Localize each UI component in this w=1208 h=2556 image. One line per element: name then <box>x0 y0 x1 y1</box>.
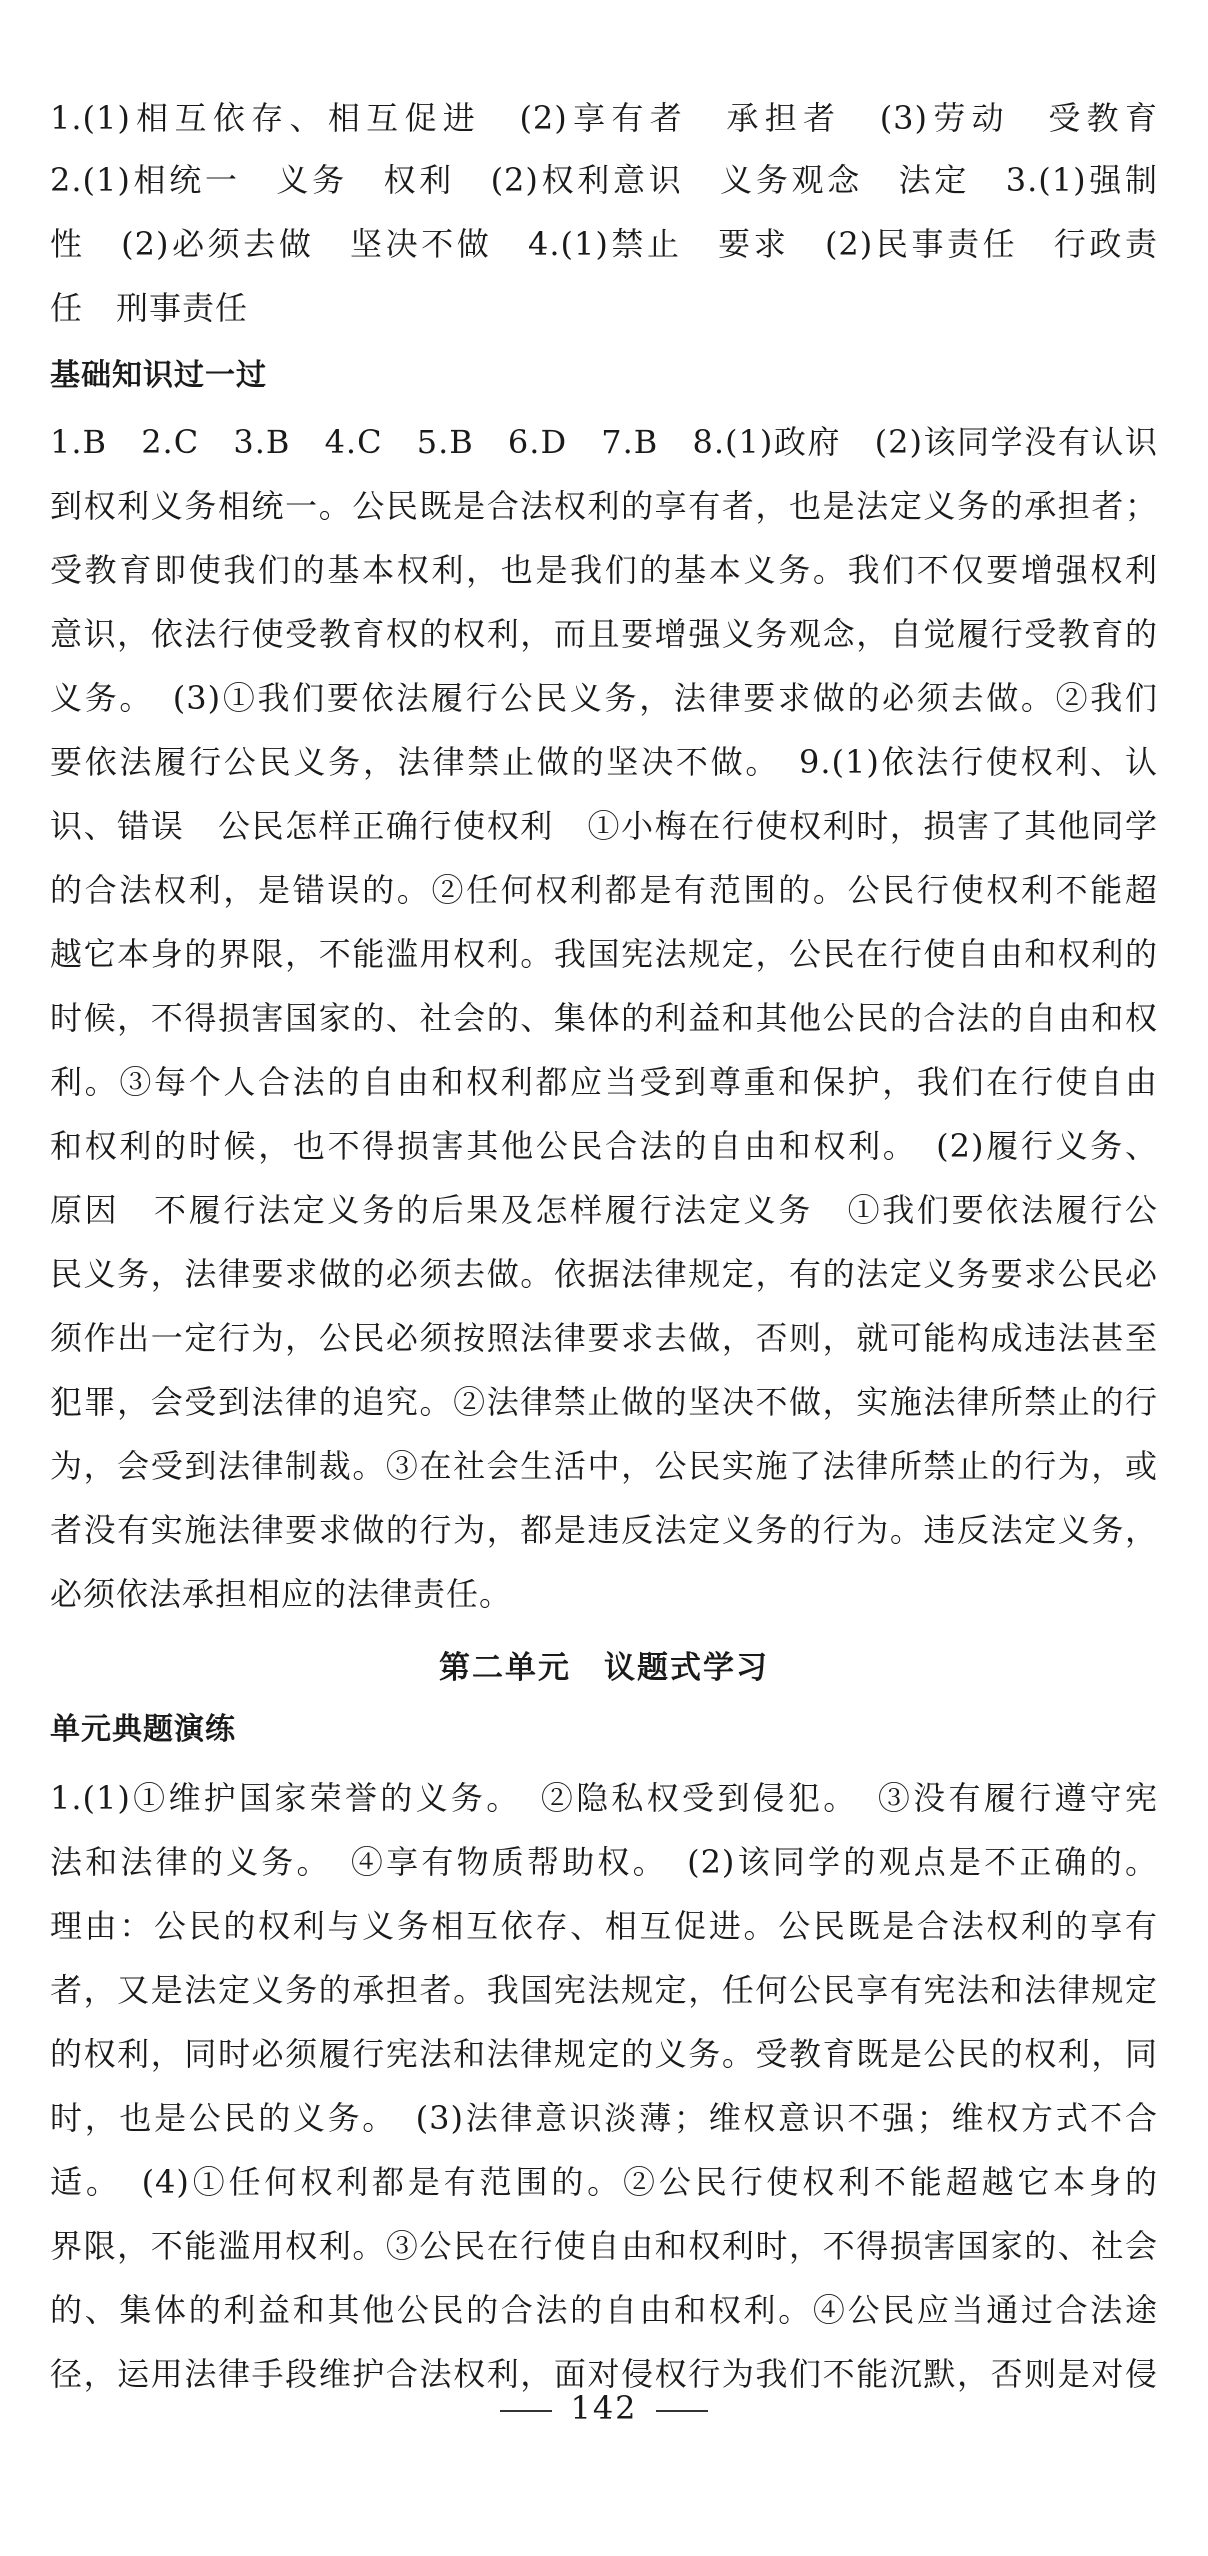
text-line: 义务。 (3)①我们要依法履行公民义务，法律要求做的必须去做。②我们 <box>50 679 1158 717</box>
text-line: 越它本身的界限，不能滥用权利。我国宪法规定，公民在行使自由和权利的 <box>50 935 1158 973</box>
page-number <box>0 2386 1208 2430</box>
text-line: 意识，依法行使受教育权的权利，而且要增强义务观念，自觉履行受教育的 <box>50 615 1158 653</box>
text-line: 必须依法承担相应的法律责任。 <box>50 1575 513 1613</box>
text-line: 的合法权利，是错误的。②任何权利都是有范围的。公民行使权利不能超 <box>50 871 1158 909</box>
text-line: 的、集体的利益和其他公民的合法的自由和权利。④公民应当通过合法途 <box>50 2291 1158 2329</box>
section-heading: 单元典题演练 <box>50 1712 236 1747</box>
text-line: 界限，不能滥用权利。③公民在行使自由和权利时，不得损害国家的、社会 <box>50 2227 1158 2265</box>
text-line: 时，也是公民的义务。 (3)法律意识淡薄；维权意识不强；维权方式不合 <box>50 2099 1158 2137</box>
text-line: 的权利，同时必须履行宪法和法律规定的义务。受教育既是公民的权利，同 <box>50 2035 1158 2073</box>
text-line: 要依法履行公民义务，法律禁止做的坚决不做。 9.(1)依法行使权利、认 <box>50 743 1158 781</box>
text-line: 识、错误 公民怎样正确行使权利 ①小梅在行使权利时，损害了其他同学 <box>50 807 1158 845</box>
text-line: 到权利义务相统一。公民既是合法权利的享有者，也是法定义务的承担者； <box>50 487 1158 525</box>
text-line: 利。③每个人合法的自由和权利都应当受到尊重和保护，我们在行使自由 <box>50 1063 1158 1101</box>
dash-right <box>656 2410 708 2412</box>
text-line: 和权利的时候，也不得损害其他公民合法的自由和权利。 (2)履行义务、 <box>50 1127 1158 1165</box>
text-line: 1.(1)相互依存、相互促进 (2)享有者 承担者 (3)劳动 受教育 <box>50 99 1158 137</box>
text-line: 须作出一定行为，公民必须按照法律要求去做，否则，就可能构成违法甚至 <box>50 1319 1158 1357</box>
section-heading: 基础知识过一过 <box>50 358 267 393</box>
text-line: 犯罪，会受到法律的追究。②法律禁止做的坚决不做，实施法律所禁止的行 <box>50 1383 1158 1421</box>
dash-left <box>500 2410 552 2412</box>
text-line: 为，会受到法律制裁。③在社会生活中，公民实施了法律所禁止的行为，或 <box>50 1447 1158 1485</box>
text-line: 1.B 2.C 3.B 4.C 5.B 6.D 7.B 8.(1)政府 (2)该同学没有认识 <box>50 423 1158 461</box>
page-number-value: 142 <box>570 2389 638 2427</box>
text-line: 法和法律的义务。 ④享有物质帮助权。 (2)该同学的观点是不正确的。 <box>50 1843 1158 1881</box>
text-line: 理由：公民的权利与义务相互依存、相互促进。公民既是合法权利的享有 <box>50 1907 1158 1945</box>
text-line: 者没有实施法律要求做的行为，都是违反法定义务的行为。违反法定义务， <box>50 1511 1158 1549</box>
text-line: 2.(1)相统一 义务 权利 (2)权利意识 义务观念 法定 3.(1)强制 <box>50 161 1158 199</box>
text-line: 者，又是法定义务的承担者。我国宪法规定，任何公民享有宪法和法律规定 <box>50 1971 1158 2009</box>
text-line: 性 (2)必须去做 坚决不做 4.(1)禁止 要求 (2)民事责任 行政责 <box>50 225 1158 263</box>
text-line: 适。 (4)①任何权利都是有范围的。②公民行使权利不能超越它本身的 <box>50 2163 1158 2201</box>
unit-title: 第二单元 议题式学习 <box>439 1650 769 1686</box>
text-line: 时候，不得损害国家的、社会的、集体的利益和其他公民的合法的自由和权 <box>50 999 1158 1037</box>
text-line: 原因 不履行法定义务的后果及怎样履行法定义务 ①我们要依法履行公 <box>50 1191 1158 1229</box>
text-line: 任 刑事责任 <box>50 289 249 327</box>
text-line: 受教育即使我们的基本权利，也是我们的基本义务。我们不仅要增强权利 <box>50 551 1158 589</box>
text-line: 1.(1)①维护国家荣誉的义务。 ②隐私权受到侵犯。 ③没有履行遵守宪 <box>50 1779 1158 1817</box>
text-line: 径，运用法律手段维护合法权利，面对侵权行为我们不能沉默，否则是对侵 <box>50 2355 1158 2393</box>
text-line: 民义务，法律要求做的必须去做。依据法律规定，有的法定义务要求公民必 <box>50 1255 1158 1293</box>
